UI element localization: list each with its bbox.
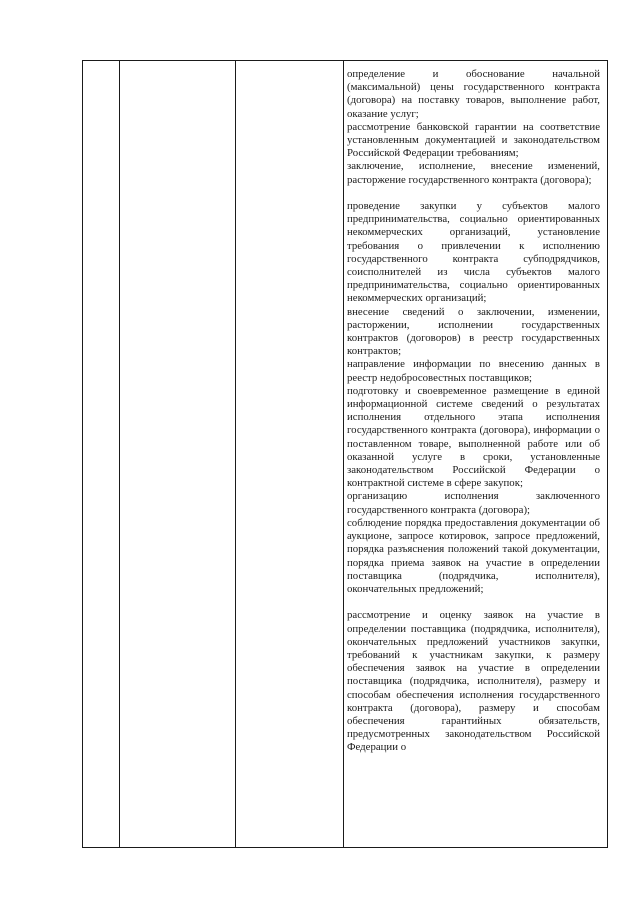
paragraph-contract-execution: заключение, исполнение, внесение изменений, расторжение государственного контракта (договора); bbox=[347, 160, 600, 186]
paragraph-contract-organization: организацию исполнения заключенного государственного контракта (договора); bbox=[347, 490, 600, 516]
paragraph-bank-guarantee: рассмотрение банковской гарантии на соответствие установленным документацией и законодательством Российской Федерации требованиям; bbox=[347, 120, 600, 160]
paragraph-registry: внесение сведений о заключении, изменении, расторжении, исполнении государственных контрактов (договоров) в реестр государственных контрактов; bbox=[347, 305, 600, 358]
table-cell-text bbox=[347, 68, 600, 755]
paragraph-small-business: проведение закупки у субъектов малого предпринимательства, социально ориентированных некоммерческих организаций, установление требования о привлечении к исполнению государственного контракта субподрядчиков, соисполнителей из числа субъектов малого предпринимательства, социально ориентированных некоммерческих организаций; bbox=[347, 200, 600, 305]
paragraph-gap bbox=[347, 596, 600, 609]
paragraph-documentation-order: соблюдение порядка предоставления документации об аукционе, запросе котировок, запросе предложений, порядка разъяснения положений такой документации, порядка приема заявок на участие в определении поставщика (подрядчика, исполнителя), окончательных предложений; bbox=[347, 516, 600, 595]
column-divider-3 bbox=[343, 61, 344, 847]
column-divider-1 bbox=[119, 61, 120, 847]
paragraph-bid-evaluation: рассмотрение и оценку заявок на участие в определении поставщика (подрядчика, исполнителя), окончательных предложений участников закупки, требований к участникам закупки, к размеру обеспечения заявок на участие в определении поставщика (подрядчика, исполнителя), размеру и способам обеспечения исполнения государственного контракта (договора), размеру и способам обеспечения гарантийных обязательств, предусмотренных законодательством Российской Федерации о bbox=[347, 609, 600, 754]
paragraph-gap bbox=[347, 187, 600, 200]
paragraph-unfair-suppliers: направление информации по внесению данных в реестр недобросовестных поставщиков; bbox=[347, 358, 600, 384]
column-divider-2 bbox=[235, 61, 236, 847]
paragraph-price: определение и обоснование начальной (максимальной) цены государственного контракта (договора) на поставку товаров, выполнение работ, оказание услуг; bbox=[347, 68, 600, 120]
paragraph-eis-publication: подготовку и своевременное размещение в единой информационной системе сведений о результатах исполнения отдельного этапа исполнения государственного контракта (договора), информации о поставленном товаре, выполненной работе или об оказанной услуге в сроки, установленные законодательством Российской Федерации о контрактной системе в сфере закупок; bbox=[347, 384, 600, 490]
